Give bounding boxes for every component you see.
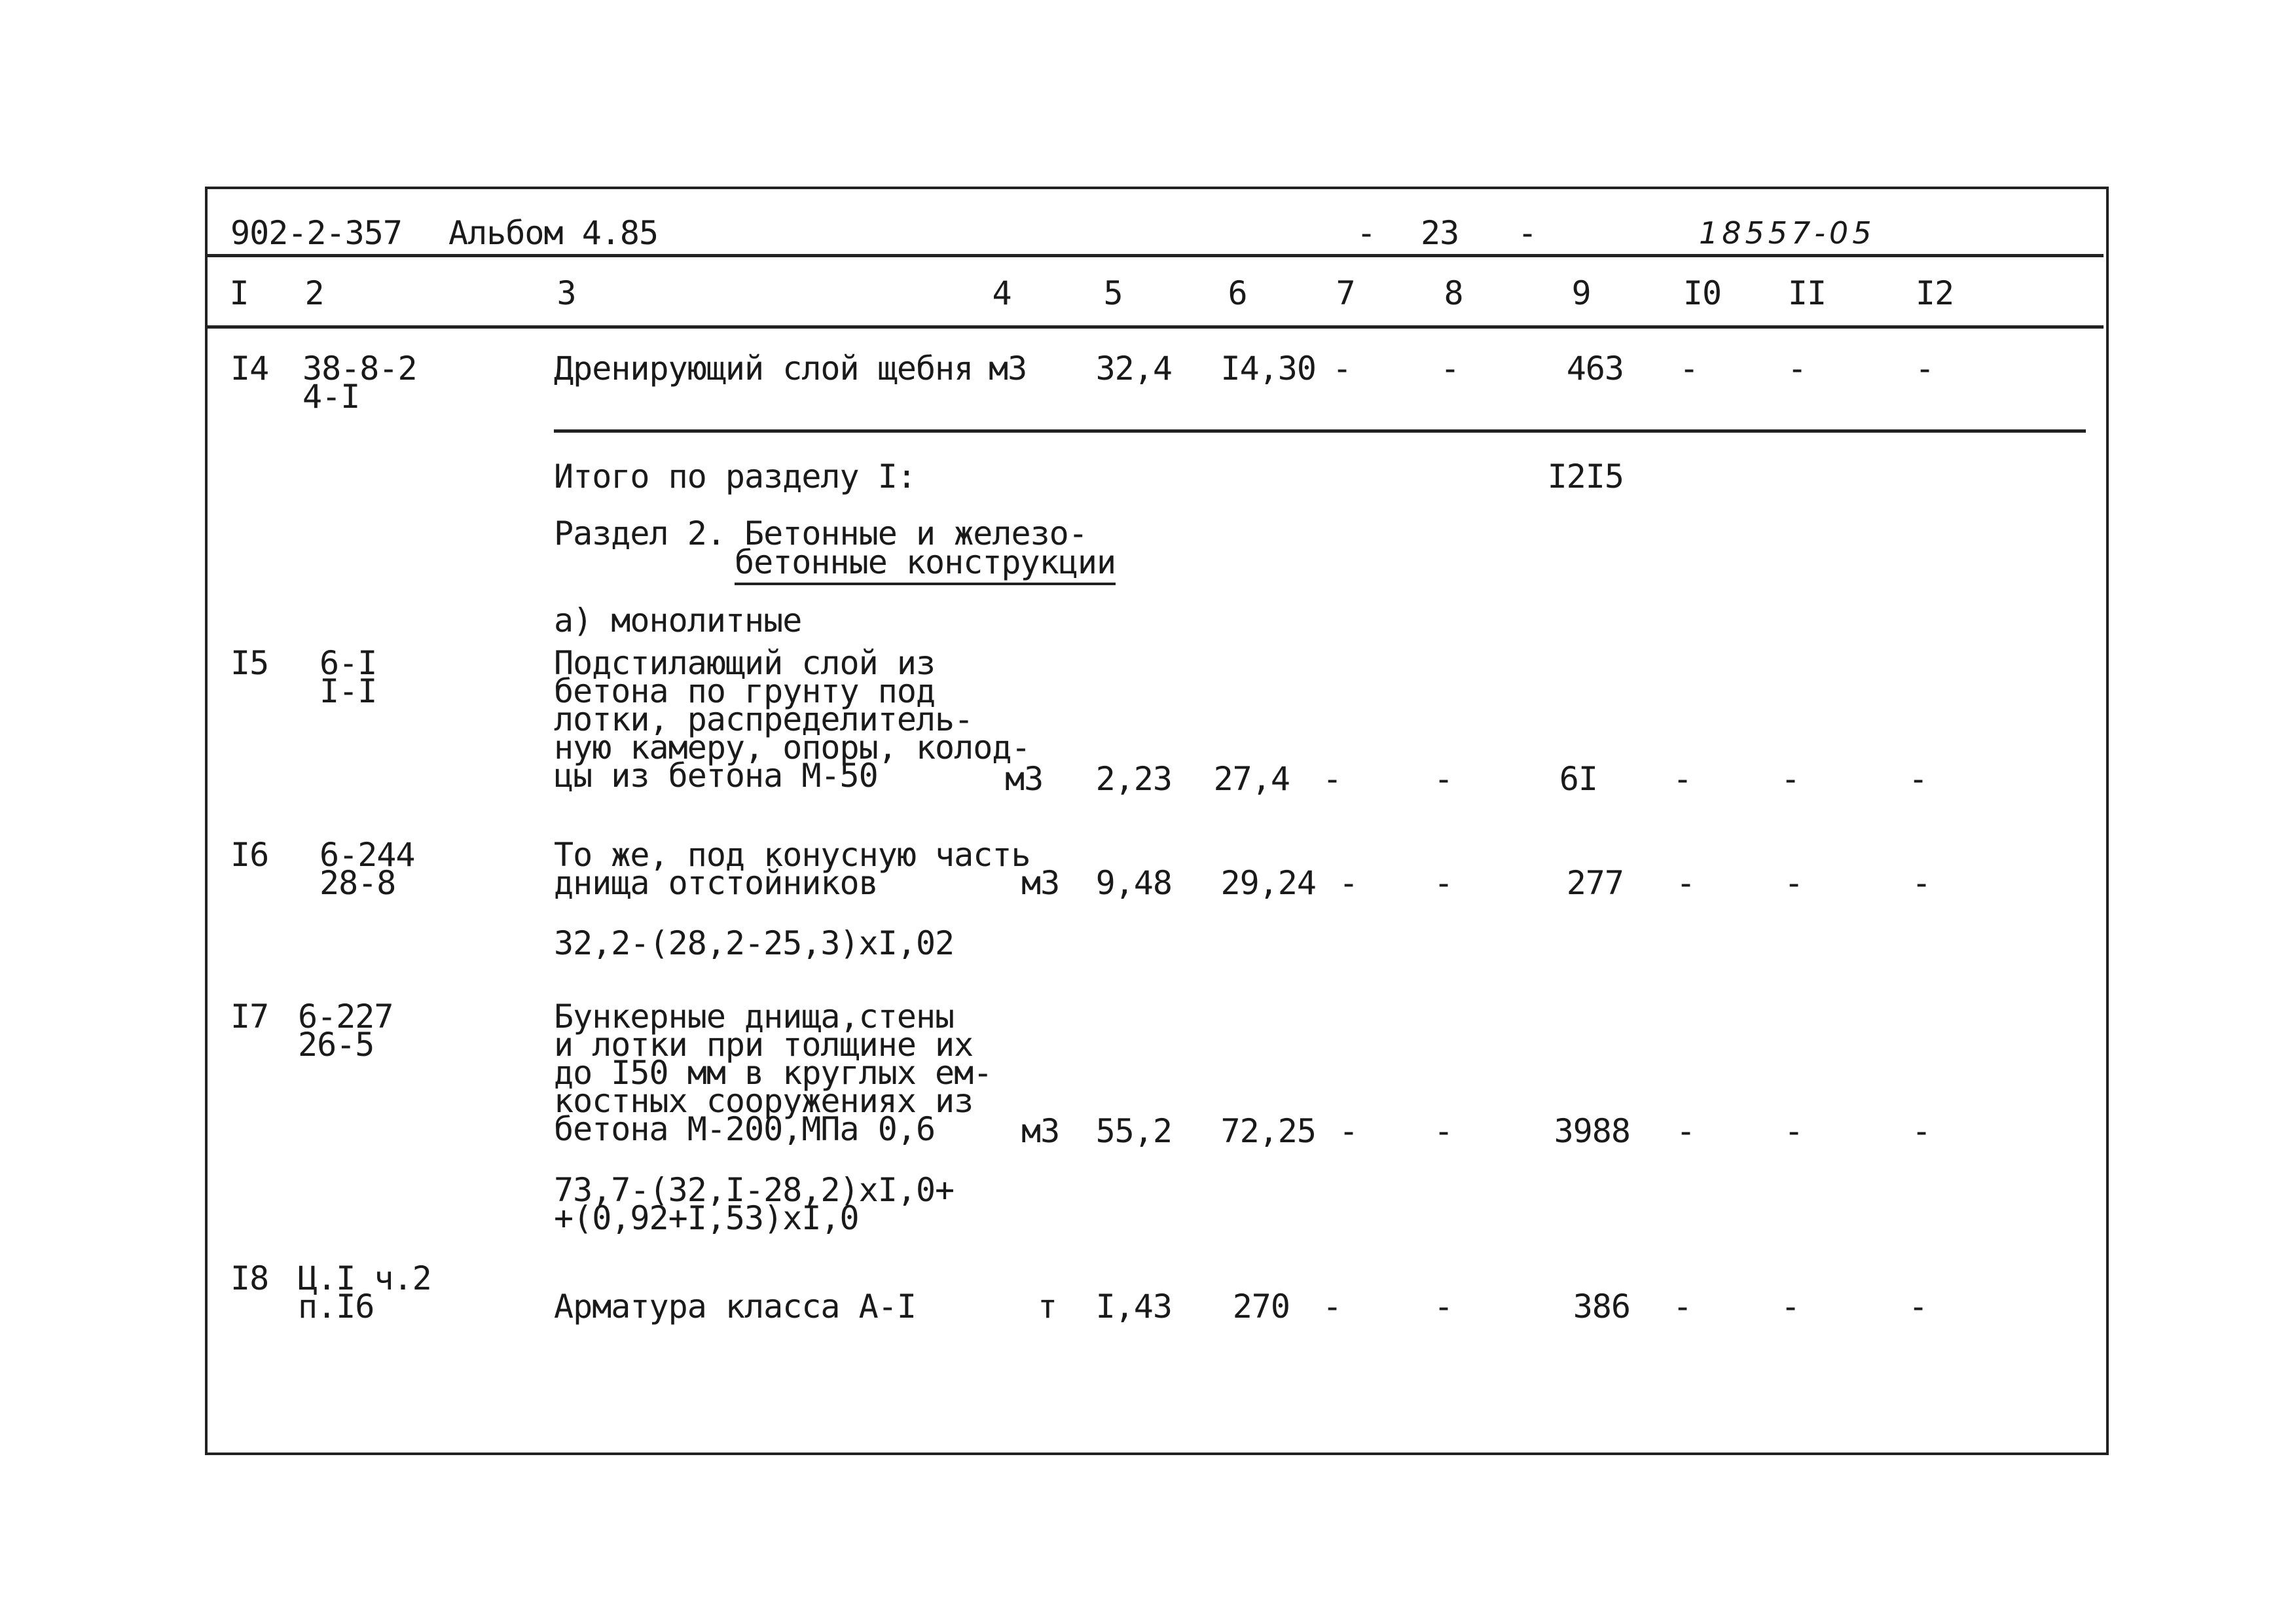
row-code: п.I6: [298, 1288, 374, 1326]
row-col12: -: [1912, 1112, 1931, 1150]
row-code: 26-5: [298, 1026, 374, 1064]
subtotal-label: Итого по разделу I:: [554, 458, 916, 496]
row-num: I7: [230, 998, 269, 1036]
row-col8: -: [1440, 350, 1460, 388]
row-desc: бетона по грунту под: [554, 672, 936, 710]
album-label: Альбом 4.85: [448, 214, 659, 252]
row-price: 72,25: [1220, 1112, 1316, 1150]
row-col10: -: [1679, 350, 1699, 388]
row-col7: -: [1339, 1112, 1358, 1150]
row-col10: -: [1676, 1112, 1696, 1150]
row-desc: ную камеру, опоры, колод-: [554, 729, 1030, 767]
row-col11: -: [1787, 350, 1807, 388]
row-col12: -: [1912, 864, 1931, 902]
row-col11: -: [1781, 1288, 1800, 1326]
row-price: 27,4: [1213, 760, 1290, 798]
row-total: 277: [1566, 864, 1624, 902]
row-col8: -: [1434, 864, 1453, 902]
row-col7: -: [1322, 760, 1342, 798]
row-col10: -: [1676, 864, 1696, 902]
subsection-title: а) монолитные: [554, 602, 802, 640]
row-qty: I,43: [1095, 1288, 1172, 1326]
row-qty: 55,2: [1095, 1112, 1172, 1150]
row-desc: То же, под конусную часть: [554, 836, 1030, 874]
row-desc: днища отстойников: [554, 864, 878, 902]
row-col8: -: [1434, 760, 1453, 798]
row-desc: лотки, распределитель-: [554, 700, 974, 738]
row-desc: и лотки при толщине их: [554, 1026, 974, 1064]
col-11: II: [1787, 274, 1827, 312]
row-formula: 32,2-(28,2-25,3)xI,02: [554, 924, 955, 962]
row-unit: м3: [1005, 760, 1044, 798]
row-qty: 32,4: [1095, 350, 1172, 388]
row-qty: 9,48: [1095, 864, 1172, 902]
row-code: 6-227: [298, 998, 393, 1036]
row-desc: костных сооружениях из: [554, 1082, 974, 1120]
row-col11: -: [1784, 864, 1804, 902]
row-col12: -: [1915, 350, 1935, 388]
col-9: 9: [1571, 274, 1591, 312]
row-col12: -: [1908, 760, 1928, 798]
row-col7: -: [1339, 864, 1358, 902]
row-total: 463: [1566, 350, 1624, 388]
row-num: I6: [230, 836, 269, 874]
row-col12: -: [1908, 1288, 1928, 1326]
row-total: 3988: [1554, 1112, 1630, 1150]
col-7: 7: [1336, 274, 1355, 312]
row-col7: -: [1322, 1288, 1342, 1326]
row-price: I4,30: [1220, 350, 1316, 388]
row-num: I4: [230, 350, 269, 388]
row-desc: Арматура класса А-I: [554, 1288, 916, 1326]
row-col10: -: [1673, 1288, 1692, 1326]
subtotal-rule: [554, 429, 2086, 433]
row-col8: -: [1434, 1112, 1453, 1150]
row-desc: цы из бетона М-50: [554, 757, 878, 795]
inventory-number: 18557-05: [1699, 215, 1876, 251]
row-code: 28-8: [319, 864, 396, 902]
row-num: I8: [230, 1259, 269, 1297]
subtotal-value: I2I5: [1547, 458, 1624, 496]
row-formula: +(0,92+I,53)xI,0: [554, 1199, 859, 1237]
col-5: 5: [1103, 274, 1123, 312]
row-col7: -: [1332, 350, 1352, 388]
col-12: I2: [1915, 274, 1954, 312]
row-num: I5: [230, 644, 269, 682]
col-2: 2: [304, 274, 324, 312]
row-code: I-I: [319, 672, 377, 710]
row-price: 270: [1232, 1288, 1290, 1326]
row-unit: т: [1038, 1288, 1057, 1326]
row-col8: -: [1434, 1288, 1453, 1326]
row-desc: Бункерные днища,стены: [554, 998, 955, 1036]
row-code: 6-I: [319, 644, 377, 682]
row-code: 6-244: [319, 836, 415, 874]
row-desc: бетона М-200,МПа 0,6: [554, 1110, 936, 1148]
col-6: 6: [1228, 274, 1247, 312]
col-8: 8: [1444, 274, 1463, 312]
row-unit: м3: [1021, 864, 1060, 902]
row-col10: -: [1673, 760, 1692, 798]
row-qty: 2,23: [1095, 760, 1172, 798]
dash-left: -: [1357, 214, 1376, 252]
row-unit: м3: [1021, 1112, 1060, 1150]
row-code: 4-I: [302, 378, 360, 416]
row-price: 29,24: [1220, 864, 1316, 902]
col-1: I: [229, 274, 249, 312]
col-4: 4: [992, 274, 1011, 312]
row-desc: Дренирующий слой щебня: [554, 350, 974, 388]
row-code: 38-8-2: [302, 350, 417, 388]
row-desc: до I50 мм в круглых ем-: [554, 1054, 993, 1092]
row-col11: -: [1784, 1112, 1804, 1150]
doc-code: 902-2-357: [230, 214, 402, 252]
row-col11: -: [1781, 760, 1800, 798]
row-unit: м3: [989, 350, 1027, 388]
row-code: Ц.I ч.2: [298, 1259, 431, 1297]
row-desc: Подстилающий слой из: [554, 644, 936, 682]
dash-right: -: [1518, 214, 1537, 252]
col-10: I0: [1683, 274, 1722, 312]
col-3: 3: [556, 274, 576, 312]
row-total: 6I: [1559, 760, 1597, 798]
section-title-cont: бетонные конструкции: [735, 543, 1116, 585]
header-rule: [208, 254, 2104, 257]
section-title: Раздел 2. Бетонные и железо-: [554, 514, 1087, 552]
row-total: 386: [1573, 1288, 1630, 1326]
columns-rule: [208, 325, 2104, 329]
row-formula: 73,7-(32,I-28,2)xI,0+: [554, 1171, 955, 1209]
page-number: 23: [1421, 214, 1459, 252]
